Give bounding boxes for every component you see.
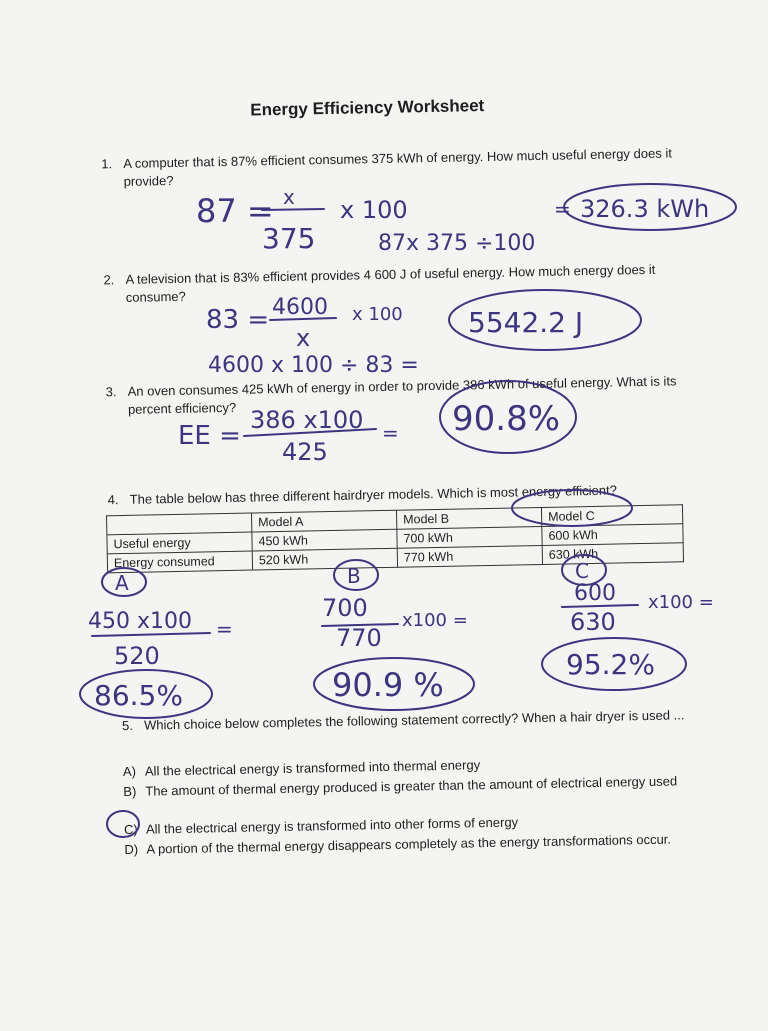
b-numerator: 700	[322, 594, 368, 622]
q1-lhs: 87 =	[196, 192, 274, 230]
label-c: C	[575, 559, 589, 583]
model-c-circle	[512, 490, 632, 526]
table-header-cell: Model C	[541, 505, 682, 527]
q2-denominator: x	[296, 324, 311, 352]
q2-numerator: 4600	[272, 295, 328, 320]
c-multiplier: x100 =	[648, 592, 714, 613]
worksheet-title: Energy Efficiency Worksheet	[250, 96, 485, 120]
option-text: A portion of the thermal energy disappears completely as the energy transformations occur.	[146, 831, 672, 857]
option-letter: B)	[123, 783, 137, 800]
q3-lhs: EE =	[178, 421, 241, 451]
question-text: Which choice below completes the following statement correctly? When a hair dryer is used ...	[143, 707, 685, 733]
c-numerator: 600	[574, 581, 616, 606]
table-cell: 770 kWh	[397, 545, 542, 567]
option-text: All the electrical energy is transformed into other forms of energy	[145, 814, 519, 837]
b-denominator: 770	[336, 624, 382, 652]
table-cell: 630 kWh	[542, 543, 683, 565]
q1-answer: 326.3 kWh	[580, 195, 710, 223]
a-denominator: 520	[114, 642, 160, 670]
question-number: 5.	[121, 717, 134, 734]
a-numerator: 450 x100	[88, 609, 192, 634]
option-text: All the electrical energy is transformed into thermal energy	[144, 757, 481, 779]
question-number: 3.	[105, 384, 117, 400]
q3-answer: 90.8%	[452, 399, 561, 439]
option-letter: A)	[122, 763, 137, 780]
q1-multiplier: x 100	[340, 196, 408, 224]
q3-denominator: 425	[282, 438, 328, 466]
q1-equals: =	[554, 197, 571, 221]
question-text: A computer that is 87% efficient consumes 375 kWh of energy. How much useful energy does it provide?	[123, 145, 673, 189]
question-number: 1.	[101, 156, 113, 172]
table-cell: 520 kWh	[252, 548, 397, 570]
label-a: A	[115, 571, 129, 595]
label-b: B	[347, 564, 361, 588]
table-row-label: Useful energy	[107, 532, 252, 554]
c-answer: 95.2%	[566, 648, 655, 681]
q1-working: 87x 375 ÷100	[378, 231, 536, 256]
question-number: 4.	[107, 492, 119, 508]
b-multiplier: x100 =	[402, 610, 468, 631]
q3-numerator: 386 x100	[250, 406, 364, 434]
question-number: 2.	[103, 272, 115, 288]
q1-numerator: x	[283, 185, 295, 209]
b-answer: 90.9 %	[332, 666, 444, 704]
table-cell: 600 kWh	[542, 524, 683, 546]
question-text: A television that is 83% efficient provides 4 600 J of useful energy. How much energy does it consume?	[125, 261, 656, 305]
table-header-cell: Model B	[396, 507, 541, 529]
table-cell: 700 kWh	[397, 526, 542, 548]
question-text: An oven consumes 425 kWh of energy in order to provide 386 kWh of useful energy. What is its percent efficiency?	[127, 373, 677, 417]
table-header-cell: Model A	[251, 510, 396, 532]
q2-lhs: 83 =	[206, 305, 270, 335]
table-row-label: Energy consumed	[107, 551, 252, 573]
q3-equals: =	[382, 421, 399, 445]
option-letter: C)	[123, 821, 138, 838]
option-c-circle	[107, 811, 139, 837]
a-equals: =	[216, 617, 233, 641]
q1-denominator: 375	[262, 222, 316, 255]
q2-multiplier: x 100	[352, 304, 403, 325]
table-cell: 450 kWh	[252, 529, 397, 551]
option-letter: D)	[124, 841, 139, 858]
a-answer: 86.5%	[94, 679, 183, 712]
option-text: The amount of thermal energy produced is greater than the amount of electrical energy used	[145, 773, 678, 799]
c-denominator: 630	[570, 608, 616, 636]
q2-answer: 5542.2 J	[468, 306, 584, 339]
q2-working: 4600 x 100 ÷ 83 =	[208, 353, 419, 378]
question-text: The table below has three different hairdryer models. Which is most energy efficient?	[129, 482, 618, 507]
